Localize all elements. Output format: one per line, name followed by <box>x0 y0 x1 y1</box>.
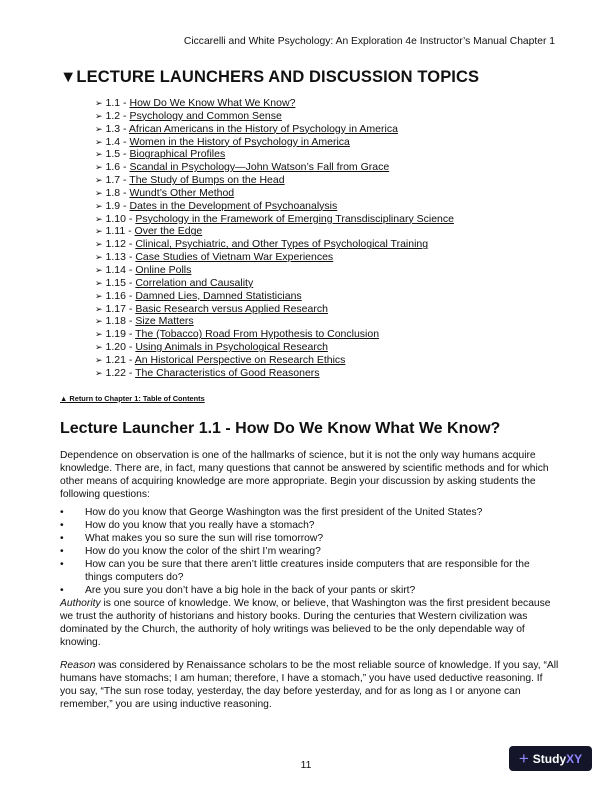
bullet-icon: • <box>60 546 64 557</box>
toc-item <box>95 225 454 238</box>
question-item <box>60 545 560 558</box>
toc-number: 1.14 - <box>105 263 136 276</box>
toc-link[interactable]: Size Matters <box>135 315 194 328</box>
toc-link[interactable]: Basic Research versus Applied Research <box>135 302 328 315</box>
arrow-bullet-icon: ➢ <box>95 277 103 288</box>
bullet-icon: • <box>60 585 64 596</box>
toc-number: 1.1 - <box>105 97 130 109</box>
arrow-bullet-icon: ➢ <box>95 136 103 147</box>
toc-number: 1.2 - <box>105 109 130 122</box>
toc-item <box>95 328 454 341</box>
arrow-bullet-icon: ➢ <box>95 252 103 263</box>
toc-item <box>95 354 454 367</box>
toc-link[interactable]: African Americans in the History of Psychology in America <box>128 122 398 135</box>
question-text: What makes you so sure the sun will rise tomorrow? <box>85 533 324 544</box>
arrow-bullet-icon: ➢ <box>95 290 103 301</box>
arrow-bullet-icon: ➢ <box>95 303 103 314</box>
arrow-bullet-icon: ➢ <box>95 213 103 224</box>
toc-number: 1.22 - <box>105 366 136 379</box>
arrow-bullet-icon: ➢ <box>95 342 103 353</box>
toc-link[interactable]: The Study of Bumps on the Head <box>129 174 285 187</box>
toc-number: 1.7 - <box>105 174 130 187</box>
toc-item <box>95 148 454 161</box>
toc-number: 1.5 - <box>105 148 130 161</box>
arrow-bullet-icon: ➢ <box>95 239 103 250</box>
arrow-bullet-icon: ➢ <box>95 264 103 275</box>
toc-number: 1.21 - <box>105 353 135 366</box>
bullet-icon: • <box>60 507 64 518</box>
studyxy-logo[interactable] <box>509 746 592 771</box>
arrow-bullet-icon: ➢ <box>95 316 103 327</box>
question-text: Are you sure you don’t have a big hole in the back of your pants or skirt? <box>85 585 416 596</box>
toc-link[interactable]: Biographical Profiles <box>129 148 226 161</box>
toc-item <box>95 238 454 251</box>
toc-link[interactable]: Wundt’s Other Method <box>129 186 235 199</box>
plus-icon: + <box>518 749 529 768</box>
authority-text: is one source of knowledge. We know, or believe, that Washington was the first president because we trust the authority of historians and history books. During the centuries that Western civilization was dominated by the Church, the authority of holy writings was believed to be the only dependable way of knowing. <box>60 598 551 648</box>
launcher-title: Lecture Launcher 1.1 - How Do We Know What We Know? <box>60 420 501 437</box>
toc-item <box>95 303 454 316</box>
question-text: How can you be sure that there aren’t little creatures inside computers that are responsible for the things computers do? <box>85 559 530 583</box>
reason-text: was considered by Renaissance scholars to be the most reliable source of knowledge. If you say, “All humans have stomachs; I am human; therefore, I have a stomach,” you have used deductive reasoning. If you say, “The sun rose today, yesterday, the day before yesterday, and for as long as I or anyone can remember,” you are using inductive reasoning. <box>60 660 559 710</box>
toc-item <box>95 97 454 110</box>
logo-text-xy: XY <box>566 751 583 766</box>
reason-term: Reason <box>60 660 96 671</box>
arrow-bullet-icon: ➢ <box>95 149 103 160</box>
authority-paragraph <box>60 597 560 649</box>
toc-item <box>95 161 454 174</box>
reason-paragraph <box>60 659 560 711</box>
question-text: How do you know that George Washington was the first president of the United States? <box>85 507 483 518</box>
toc-item <box>95 174 454 187</box>
arrow-bullet-icon: ➢ <box>95 226 103 237</box>
toc-number: 1.16 - <box>105 289 136 302</box>
toc-number: 1.10 - <box>105 212 136 225</box>
page-number: 11 <box>300 760 312 771</box>
toc-number: 1.19 - <box>105 328 136 341</box>
toc-number: 1.13 - <box>105 251 136 264</box>
toc-item <box>95 187 454 200</box>
question-item <box>60 584 560 597</box>
toc-link[interactable]: Scandal in Psychology—John Watson’s Fall from Grace <box>129 161 390 174</box>
toc-link[interactable]: The (Tobacco) Road From Hypothesis to Conclusion <box>135 328 380 341</box>
running-header: Ciccarelli and White Psychology: An Exploration 4e Instructor’s Manual Chapter 1 <box>183 36 555 47</box>
bullet-icon: • <box>60 520 64 531</box>
toc-link[interactable]: Dates in the Development of Psychoanalysis <box>129 199 338 212</box>
question-text: How do you know the color of the shirt I’m wearing? <box>85 546 321 557</box>
question-list <box>60 506 560 597</box>
toc-item <box>95 290 454 303</box>
toc-item <box>95 136 454 149</box>
toc-link[interactable]: Psychology in the Framework of Emerging Transdisciplinary Science <box>135 212 454 225</box>
arrow-bullet-icon: ➢ <box>95 329 103 340</box>
authority-term: Authority <box>60 598 101 609</box>
toc-link[interactable]: Online Polls <box>135 263 192 276</box>
arrow-bullet-icon: ➢ <box>95 123 103 134</box>
bullet-icon: • <box>60 559 64 570</box>
toc-number: 1.20 - <box>105 341 136 354</box>
toc-link[interactable]: An Historical Perspective on Research Ethics <box>134 353 346 366</box>
toc-item <box>95 277 454 290</box>
question-item <box>60 558 560 584</box>
logo-text-study: Study <box>532 751 567 766</box>
toc-link[interactable]: Using Animals in Psychological Research <box>135 341 328 354</box>
toc-number: 1.18 - <box>105 315 136 328</box>
toc-item <box>95 110 454 123</box>
question-text: How do you know that you really have a stomach? <box>85 520 315 531</box>
toc-number: 1.15 - <box>105 276 136 289</box>
arrow-bullet-icon: ➢ <box>95 162 103 173</box>
toc-link[interactable]: The Characteristics of Good Reasoners <box>135 366 320 379</box>
toc-item <box>95 264 454 277</box>
section-title: ▼LECTURE LAUNCHERS AND DISCUSSION TOPICS <box>60 68 480 86</box>
question-item <box>60 506 560 519</box>
toc-number: 1.9 - <box>105 199 130 212</box>
toc-item <box>95 123 454 136</box>
toc-number: 1.11 - <box>105 225 135 238</box>
toc-link[interactable]: How Do We Know What We Know? <box>129 97 296 109</box>
toc-link[interactable]: Clinical, Psychiatric, and Other Types of Psychological Training <box>135 238 429 251</box>
arrow-bullet-icon: ➢ <box>95 200 103 211</box>
toc-link[interactable]: Case Studies of Vietnam War Experiences <box>135 251 334 264</box>
toc-number: 1.6 - <box>105 161 130 174</box>
question-item <box>60 532 560 545</box>
toc-link[interactable]: Damned Lies, Damned Statisticians <box>135 289 302 302</box>
arrow-bullet-icon: ➢ <box>95 354 103 365</box>
toc-item <box>95 213 454 226</box>
toc-item <box>95 367 454 380</box>
toc-number: 1.8 - <box>105 186 130 199</box>
toc-number: 1.4 - <box>105 135 130 148</box>
bullet-icon: • <box>60 533 64 544</box>
toc-item <box>95 341 454 354</box>
toc-link[interactable]: Women in the History of Psychology in America <box>129 135 350 148</box>
toc-item <box>95 251 454 264</box>
toc-item <box>95 200 454 213</box>
toc-number: 1.3 - <box>105 122 129 135</box>
toc-link[interactable]: Over the Edge <box>134 225 203 238</box>
intro-paragraph: Dependence on observation is one of the hallmarks of science, but it is not the only way humans acquire knowledge. There are, in fact, many questions that cannot be answered by scientific methods and for which other means of acquiring knowledge are more appropriate. Begin your discussion by asking students the following questions: <box>60 450 549 500</box>
toc-number: 1.12 - <box>105 238 136 251</box>
arrow-bullet-icon: ➢ <box>95 110 103 121</box>
question-item <box>60 519 560 532</box>
arrow-bullet-icon: ➢ <box>95 98 103 108</box>
arrow-bullet-icon: ➢ <box>95 367 103 378</box>
arrow-bullet-icon: ➢ <box>95 175 103 186</box>
toc-list <box>95 97 454 380</box>
toc-number: 1.17 - <box>105 302 136 315</box>
toc-link[interactable]: Correlation and Causality <box>135 276 254 289</box>
return-to-toc-link[interactable]: ▲ Return to Chapter 1: Table of Contents <box>60 394 205 403</box>
arrow-bullet-icon: ➢ <box>95 187 103 198</box>
toc-link[interactable]: Psychology and Common Sense <box>129 109 282 122</box>
toc-item <box>95 315 454 328</box>
